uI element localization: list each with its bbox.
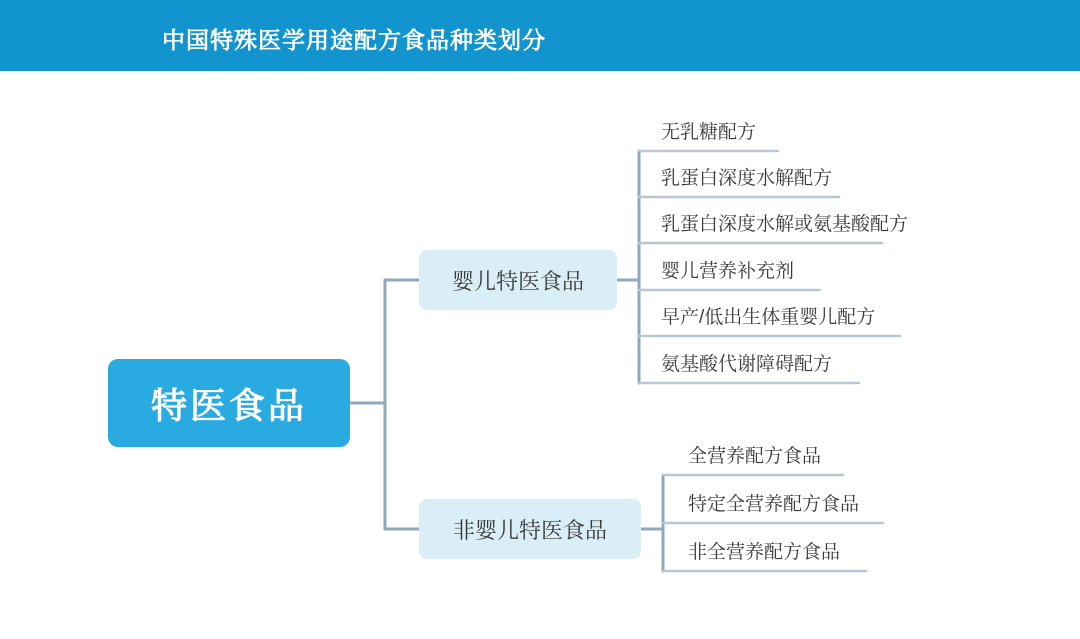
leaf-item[interactable]: 乳蛋白深度水解或氨基酸配方	[661, 214, 909, 235]
leaf-item[interactable]: 婴儿营养补充剂	[661, 261, 795, 282]
leaf-item[interactable]: 非全营养配方食品	[688, 542, 841, 563]
page-title: 中国特殊医学用途配方食品种类划分	[162, 27, 546, 53]
leaf-item[interactable]: 氨基酸代谢障碍配方	[661, 354, 833, 375]
mindmap-diagram	[0, 71, 1080, 639]
root-node[interactable]: 特医食品	[108, 359, 350, 447]
leaf-item[interactable]: 特定全营养配方食品	[688, 494, 860, 515]
leaf-item[interactable]: 无乳糖配方	[661, 122, 757, 143]
leaf-item[interactable]: 乳蛋白深度水解配方	[661, 168, 833, 189]
leaf-item[interactable]: 全营养配方食品	[688, 446, 822, 467]
branch-node-non-infant[interactable]: 非婴儿特医食品	[419, 499, 641, 559]
branch-node-infant[interactable]: 婴儿特医食品	[419, 250, 617, 310]
leaf-item[interactable]: 早产/低出生体重婴儿配方	[661, 307, 876, 328]
header-bar	[0, 0, 1080, 71]
